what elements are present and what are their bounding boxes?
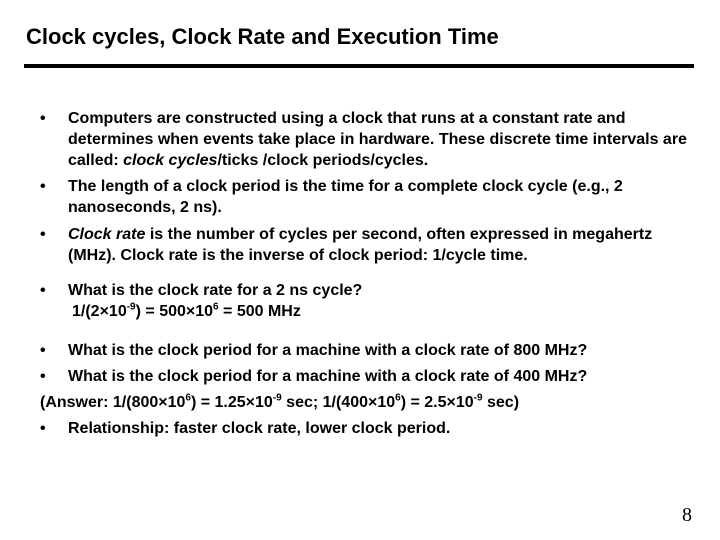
bullet-item-question-2ns: [40, 280, 695, 322]
formula-part: ) = 500×10: [135, 302, 214, 320]
bullet-marker: •: [40, 341, 46, 359]
bullet-marker: •: [40, 110, 46, 127]
bullet-marker: •: [40, 281, 46, 299]
bullet-item-relationship: [40, 418, 695, 439]
answer-part: (Answer: 1/(800×10: [40, 394, 186, 412]
bullet-text: Relationship: faster clock rate, lower clock period.: [68, 420, 451, 438]
bullet-text-tail: is the number of cycles per second, often expressed in megahertz (MHz). Clock rate is the inverse of clock period: 1/cycle time.: [68, 225, 653, 264]
answer-exponent: 6: [395, 392, 401, 404]
bullet-item-clock-rate: [40, 224, 695, 266]
formula-exponent: -9: [126, 301, 136, 313]
emphasis-clock-cycles: clock cycles: [123, 152, 218, 170]
bullet-text-tail: /ticks /clock periods/cycles.: [217, 152, 429, 170]
slide-content: [40, 108, 695, 444]
formula-line: [68, 301, 695, 322]
bullet-item-clock-period: [40, 176, 695, 218]
answer-part: sec; 1/(400×10: [281, 394, 396, 412]
formula-exponent: 6: [213, 301, 219, 313]
bullet-text: What is the clock period for a machine with a clock rate of 800 MHz?: [68, 341, 588, 359]
answer-part: ) = 1.25×10: [190, 394, 273, 412]
formula-part: = 500 MHz: [218, 302, 301, 320]
answer-exponent: 6: [185, 392, 191, 404]
slide-title: Clock cycles, Clock Rate and Execution Time: [26, 24, 499, 49]
page-number: 8: [682, 504, 692, 526]
answer-part: sec): [482, 394, 520, 412]
answer-exponent: -9: [473, 392, 483, 404]
bullet-item-question-800mhz: [40, 340, 695, 361]
bullet-marker: •: [40, 420, 46, 438]
title-divider: [24, 64, 694, 68]
answer-part: ) = 2.5×10: [400, 394, 474, 412]
bullet-marker: •: [40, 178, 46, 196]
formula-part: 1/(2×10: [72, 302, 127, 320]
bullet-marker: •: [40, 368, 46, 386]
bullet-item-question-400mhz: [40, 366, 695, 387]
answer-line: [40, 392, 695, 413]
bullet-marker: •: [40, 225, 46, 243]
answer-exponent: -9: [272, 392, 282, 404]
bullet-item-clock-cycles: [40, 108, 695, 171]
emphasis-clock-rate: Clock rate: [68, 225, 146, 243]
bullet-text: What is the clock period for a machine with a clock rate of 400 MHz?: [68, 368, 588, 386]
bullet-text: The length of a clock period is the time for a complete clock cycle (e.g., 2 nanoseconds, 2 ns).: [68, 178, 623, 217]
bullet-text: What is the clock rate for a 2 ns cycle?: [68, 281, 363, 299]
bullet-text: Computers are constructed using a clock that runs at a constant rate and determines when events take place in hardware. These discrete time intervals are called:: [68, 110, 687, 170]
